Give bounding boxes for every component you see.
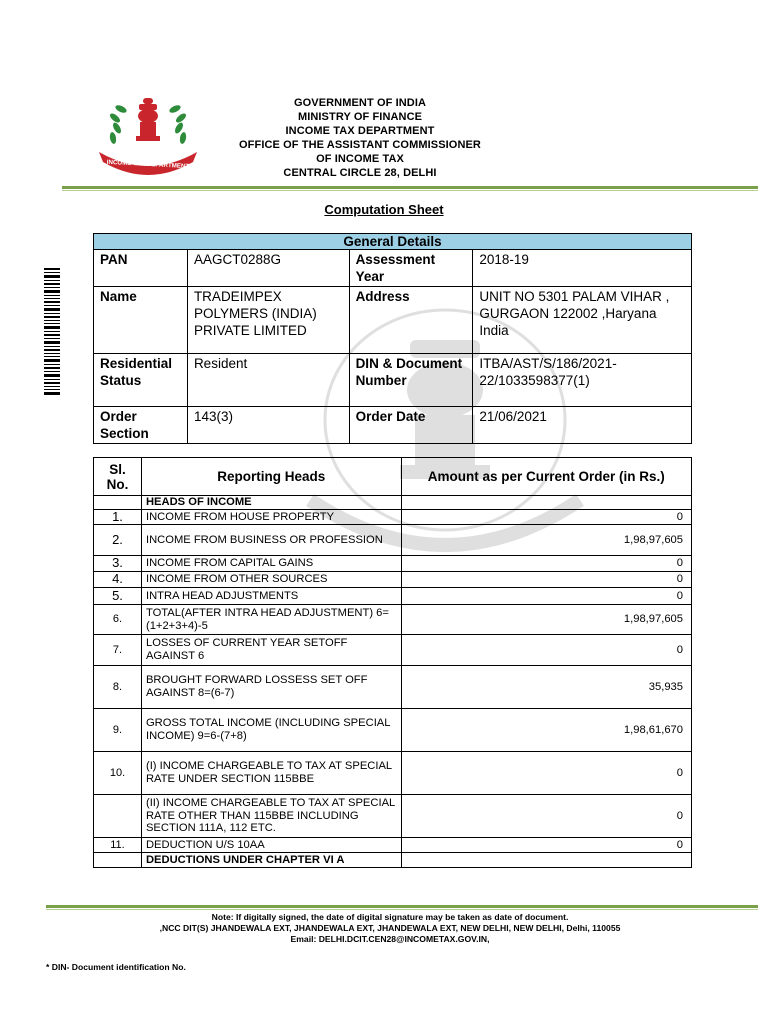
residential-status-label: Residential Status (94, 354, 188, 407)
table-row (94, 572, 692, 588)
row-sl: 10. (94, 752, 142, 795)
row-amount: 0 (401, 635, 691, 666)
row-sl: 8. (94, 666, 142, 709)
barcode (44, 268, 60, 396)
order-section-value: 143(3) (187, 407, 349, 444)
row-amount: 0 (401, 838, 691, 853)
row-amount: 0 (401, 572, 691, 588)
row-head: INCOME FROM HOUSE PROPERTY (141, 510, 401, 525)
din-footnote: * DIN- Document identification No. (46, 962, 186, 972)
header-line: CENTRAL CIRCLE 28, DELHI (283, 167, 437, 179)
row-sl: 6. (94, 605, 142, 635)
general-details-caption: General Details (94, 234, 692, 250)
section-deductions: DEDUCTIONS UNDER CHAPTER VI A (141, 853, 401, 868)
table-row (94, 838, 692, 853)
row-sl: 5. (94, 588, 142, 605)
header-line: MINISTRY OF FINANCE (297, 111, 423, 123)
row-amount: 35,935 (401, 666, 691, 709)
col-sl-no: Sl. No. (94, 458, 142, 496)
office-header (200, 96, 520, 180)
row-head: (II) INCOME CHARGEABLE TO TAX AT SPECIAL RATE OTHER THAN 115BBE INCLUDING SECTION 111A, 112 ETC. (141, 795, 401, 838)
row-head: LOSSES OF CURRENT YEAR SETOFF AGAINST 6 (141, 635, 401, 666)
row-head: TOTAL(AFTER INTRA HEAD ADJUSTMENT) 6=(1+2+3+4)-5 (141, 605, 401, 635)
footer-note: Note: If digitally signed, the date of digital signature may be taken as date of document. (211, 912, 569, 922)
table-cell-empty (401, 496, 691, 510)
row-head: INCOME FROM BUSINESS OR PROFESSION (141, 525, 401, 556)
name-value: TRADEIMPEX POLYMERS (INDIA) PRIVATE LIMITED (187, 287, 349, 354)
pan-label: PAN (94, 250, 188, 287)
table-row (94, 795, 692, 838)
assessment-year-value: 2018-19 (473, 250, 692, 287)
logo-text: INCOME TAX DEPARTMENT (106, 158, 190, 171)
order-date-value: 21/06/2021 (473, 407, 692, 444)
row-amount: 0 (401, 510, 691, 525)
row-head: INCOME FROM OTHER SOURCES (141, 572, 401, 588)
row-amount: 0 (401, 795, 691, 838)
order-date-label: Order Date (349, 407, 473, 444)
table-cell-empty (94, 853, 142, 868)
pan-value: AAGCT0288G (187, 250, 349, 287)
table-row (94, 752, 692, 795)
header-line: INCOME TAX DEPARTMENT (285, 125, 435, 137)
section-heads-of-income: HEADS OF INCOME (141, 496, 401, 510)
row-sl: 7. (94, 635, 142, 666)
table-row (94, 525, 692, 556)
computation-table (93, 457, 692, 868)
row-amount: 1,98,61,670 (401, 709, 691, 752)
table-row (94, 666, 692, 709)
row-sl: 4. (94, 572, 142, 588)
table-row (94, 605, 692, 635)
table-row (94, 709, 692, 752)
row-sl: 2. (94, 525, 142, 556)
col-reporting-heads: Reporting Heads (141, 458, 401, 496)
row-amount: 0 (401, 588, 691, 605)
row-amount: 0 (401, 752, 691, 795)
residential-status-value: Resident (187, 354, 349, 407)
order-section-label: Order Section (94, 407, 188, 444)
table-row (94, 635, 692, 666)
footer-address: ,NCC DIT(S) JHANDEWALA EXT, JHANDEWALA EXT, JHANDEWALA EXT, NEW DELHI, NEW DELHI, Delhi, 110055 (159, 923, 621, 933)
row-amount: 1,98,97,605 (401, 525, 691, 556)
page-title: Computation Sheet (324, 202, 444, 217)
table-cell-empty (401, 853, 691, 868)
table-row (94, 588, 692, 605)
col-amount: Amount as per Current Order (in Rs.) (401, 458, 691, 496)
assessment-year-label: Assessment Year (349, 250, 473, 287)
row-sl: 9. (94, 709, 142, 752)
income-tax-department-logo (93, 92, 203, 178)
row-sl: 11. (94, 838, 142, 853)
footer (80, 912, 700, 945)
address-country: India (479, 323, 509, 338)
row-head: BROUGHT FORWARD LOSSESS SET OFF AGAINST 8=(6-7) (141, 666, 401, 709)
row-head: DEDUCTION U/S 10AA (141, 838, 401, 853)
row-head: (I) INCOME CHARGEABLE TO TAX AT SPECIAL RATE UNDER SECTION 115BBE (141, 752, 401, 795)
footer-divider (46, 905, 758, 908)
din-label: DIN & Document Number (349, 354, 473, 407)
table-cell-empty (94, 496, 142, 510)
row-head: GROSS TOTAL INCOME (INCLUDING SPECIAL INCOME) 9=6-(7+8) (141, 709, 401, 752)
row-amount: 1,98,97,605 (401, 605, 691, 635)
row-sl: 1. (94, 510, 142, 525)
din-value: ITBA/AST/S/186/2021-22/1033598377(1) (473, 354, 692, 407)
header-line: OFFICE OF THE ASSISTANT COMMISSIONER (239, 139, 481, 151)
table-row (94, 556, 692, 572)
general-details-table (93, 233, 692, 444)
address-label: Address (349, 287, 473, 354)
footer-email: Email: DELHI.DCIT.CEN28@INCOMETAX.GOV.IN, (290, 934, 490, 944)
header-line: GOVERNMENT OF INDIA (293, 97, 427, 109)
address-line: UNIT NO 5301 PALAM VIHAR , GURGAON 122002 ,Haryana (479, 289, 670, 321)
header-divider-thin (62, 190, 758, 191)
row-sl: 3. (94, 556, 142, 572)
header-line: OF INCOME TAX (316, 153, 404, 165)
row-head: INTRA HEAD ADJUSTMENTS (141, 588, 401, 605)
row-head: INCOME FROM CAPITAL GAINS (141, 556, 401, 572)
header-divider (62, 186, 758, 189)
row-amount: 0 (401, 556, 691, 572)
address-value (473, 287, 692, 354)
name-label: Name (94, 287, 188, 354)
table-row (94, 510, 692, 525)
footer-divider-thin (46, 909, 758, 910)
row-sl (94, 795, 142, 838)
